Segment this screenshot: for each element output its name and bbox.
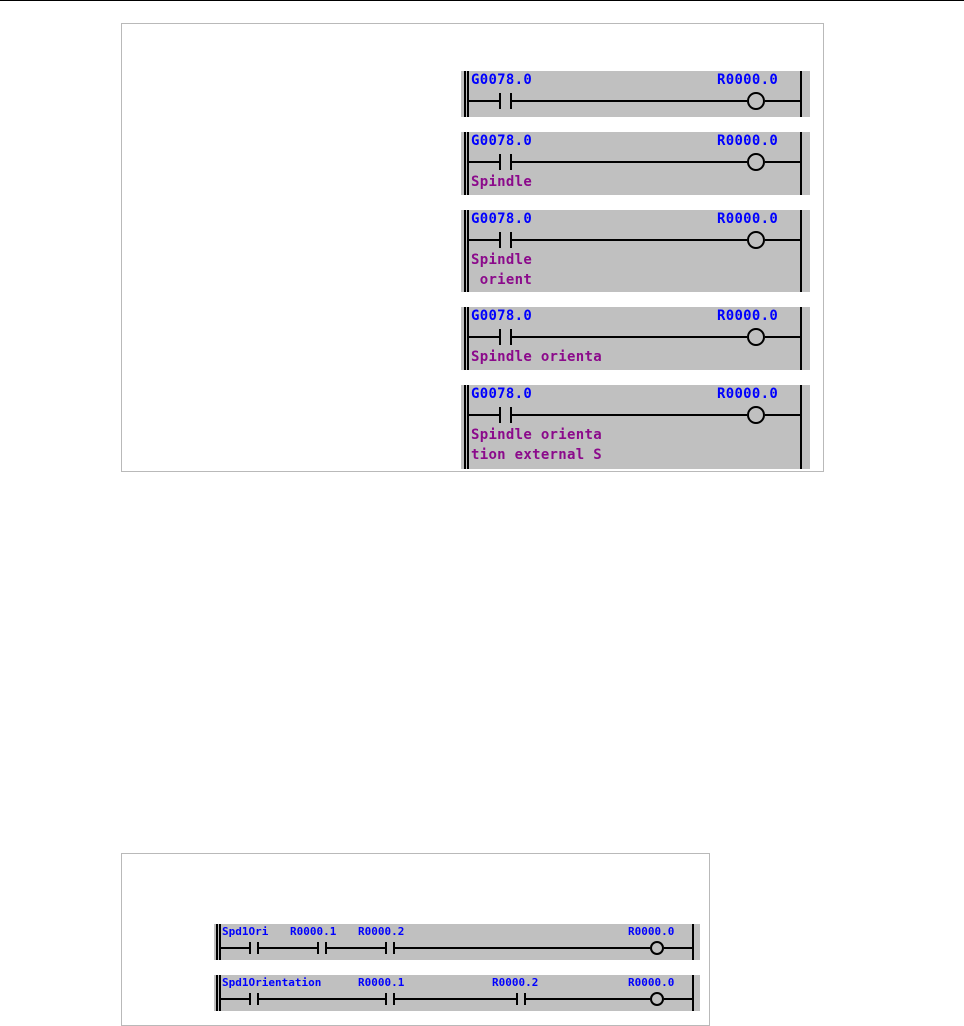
coil-icon (748, 329, 764, 345)
contact-address-2: R0000.1 (358, 976, 405, 989)
contact-address-3: R0000.2 (492, 976, 539, 989)
coil-icon (748, 407, 764, 423)
contact-address-2: R0000.1 (290, 925, 337, 938)
contact-comment-line-2: tion external S (471, 447, 602, 463)
right-power-rail (800, 71, 802, 117)
coil-address: R0000.0 (717, 308, 779, 324)
ladder-rung-2 (461, 132, 810, 195)
contact-address: G0078.0 (471, 133, 533, 149)
coil-icon (651, 942, 663, 954)
coil-icon (748, 154, 764, 170)
contact-address: G0078.0 (471, 72, 533, 88)
contact-address-1: Spd1Ori (222, 925, 269, 938)
bottom-figure-frame (121, 853, 710, 1026)
coil-address: R0000.0 (717, 211, 779, 227)
ladder-rung-1 (461, 71, 810, 117)
contact-address: G0078.0 (471, 308, 533, 324)
coil-address: R0000.0 (717, 72, 779, 88)
top-figure-frame (121, 23, 824, 472)
page-top-rule (0, 0, 964, 1)
coil-icon (651, 993, 663, 1005)
contact-address: G0078.0 (471, 386, 533, 402)
coil-address: R0000.0 (717, 386, 779, 402)
left-power-rail (464, 71, 466, 117)
coil-icon (748, 232, 764, 248)
contact-address-1: Spd1Orientation (222, 976, 322, 989)
contact-address: G0078.0 (471, 211, 533, 227)
ladder-rung-long-symbol (214, 975, 700, 1011)
coil-address: R0000.0 (717, 133, 779, 149)
coil-icon (748, 93, 764, 109)
contact-comment-line-1: Spindle (471, 252, 533, 268)
ladder-rung-3 (461, 210, 810, 292)
ladder-rung-short-symbol (214, 924, 700, 960)
contact-comment-line-1: Spindle (471, 174, 533, 190)
coil-address: R0000.0 (628, 925, 675, 938)
contact-comment-line-1: Spindle orienta (471, 349, 602, 365)
ladder-rung-4 (461, 307, 810, 370)
coil-address: R0000.0 (628, 976, 675, 989)
ladder-rung-5 (461, 385, 810, 469)
contact-address-3: R0000.2 (358, 925, 405, 938)
contact-comment-line-1: Spindle orienta (471, 427, 602, 443)
contact-comment-line-2: orient (471, 272, 533, 288)
